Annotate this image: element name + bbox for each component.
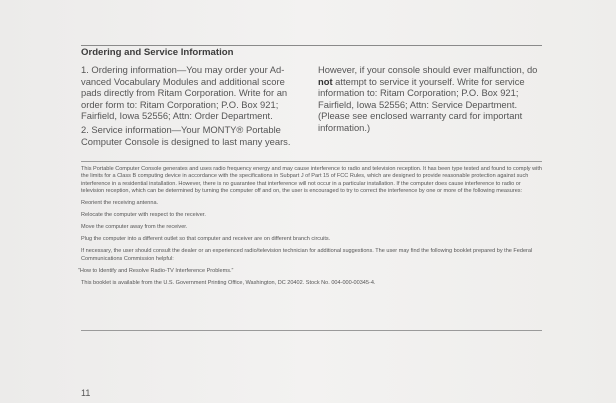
fcc-measure: Reorient the receiving antenna. (81, 200, 159, 207)
fcc-measure: Move the computer away from the receiver. (81, 224, 188, 231)
service-information-paragraph: 2. Service information—Your MONTY® Portable Computer Console is designed to last many years. (81, 123, 291, 147)
fcc-notice (78, 166, 543, 287)
top-divider (81, 45, 542, 46)
page-number: 11 (81, 388, 91, 398)
fcc-availability-paragraph: This booklet is available from the U.S. Government Printing Office, Washington, DC 20402. Stock No. 004-000-00345-4. (81, 279, 376, 286)
bottom-divider (81, 330, 542, 331)
malfunction-text-start: However, if your console should ever malfunction, do (318, 64, 538, 75)
fcc-measure: Plug the computer into a different outlet so that computer and receiver are on different branch circuits. (81, 236, 331, 243)
fcc-booklet-title: “How to Identify and Resolve Radio-TV Interference Problems.” (78, 267, 234, 274)
malfunction-text-end: attempt to service it yourself. Write for service information to: Ritam Corporation; P.O. Box 921; Fairfield, Iowa 52556; Attn: Service Department. (Please see enclosed warranty card for important information.) (318, 75, 525, 133)
middle-divider (81, 161, 542, 162)
section-heading: Ordering and Service Information (81, 47, 234, 58)
fcc-intro-paragraph: This Portable Computer Console generates and uses radio frequency energy and may cause interference to radio and television reception. It has been type tested and found to comply with the limits for a Class B computing device in accordance with the specifications in Subpart J of Part 15 of FCC Rules, which are designed to provide reasonable protection against such interference in a residential installation. However, there is no guarantee that interference will not occur in a particular installation. If the computer does cause interference to radio or television reception, which can be determined by turning the computer off and on, the user is encouraged to try to correct the interference by one or more of the following measures: (81, 166, 542, 195)
fcc-consult-paragraph: If necessary, the user should consult the dealer or an experienced radio/television technician for additional suggestions. The user may find the following booklet prepared by the Federal Communications Commission helpful: (81, 248, 533, 262)
not-emphasis: not (318, 75, 333, 87)
right-column (318, 64, 540, 134)
fcc-measure: Relocate the computer with respect to the receiver. (81, 212, 206, 219)
left-column (81, 64, 303, 147)
malfunction-paragraph (318, 64, 540, 134)
ordering-information-paragraph: 1. Ordering information—You may order your Ad-vanced Vocabulary Modules and additional score pads directly from Ritam Corporation. Write for an order form to: Ritam Corporation; P.O. Box 921; Fairfield, Iowa 52556; Attn: Order Department. (81, 64, 288, 122)
